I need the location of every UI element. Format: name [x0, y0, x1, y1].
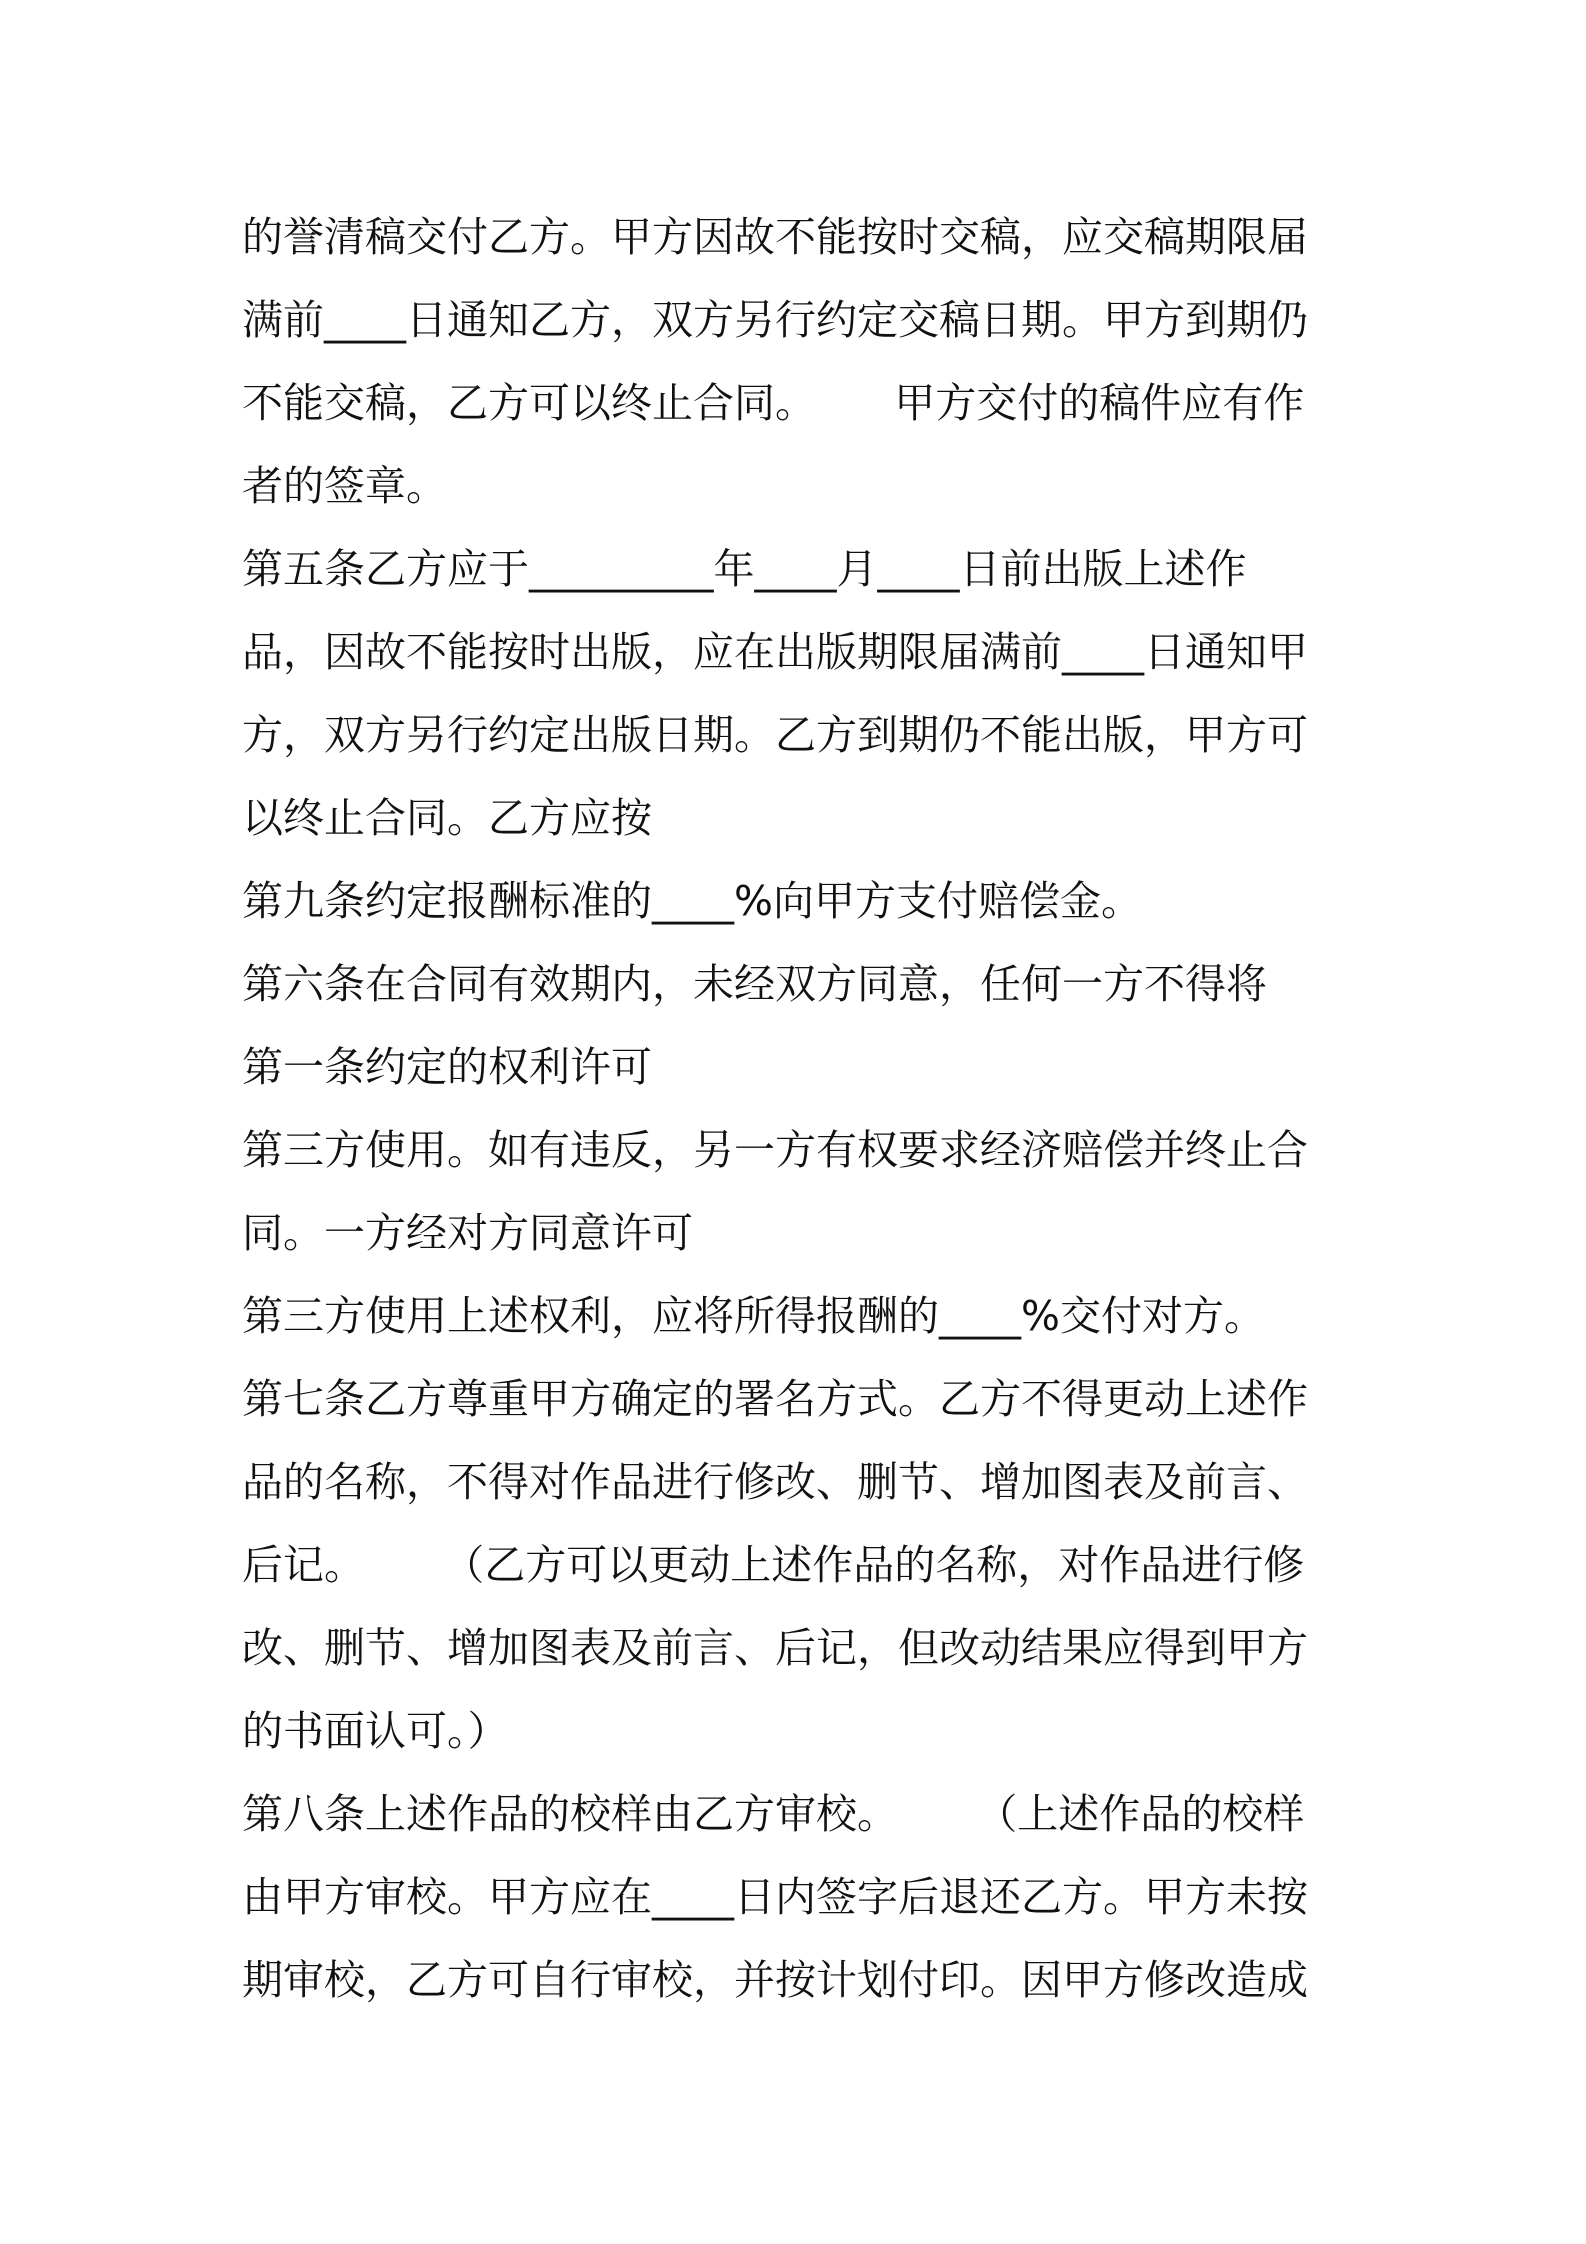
- text-line: 第七条乙方尊重甲方确定的署名方式。乙方不得更动上述作: [242, 1375, 1308, 1423]
- text-line: 第五条乙方应于_________年____月____日前出版上述作: [242, 545, 1247, 593]
- text-line: 满前____日通知乙方，双方另行约定交稿日期。甲方到期仍: [242, 296, 1308, 344]
- text-line: 品的名称，不得对作品进行修改、删节、增加图表及前言、: [242, 1458, 1308, 1506]
- text-line: 品，因故不能按时出版，应在出版期限届满前____日通知甲: [242, 628, 1308, 676]
- text-line: 期审校，乙方可自行审校，并按计划付印。因甲方修改造成: [242, 1956, 1308, 2004]
- text-line: 第六条在合同有效期内，未经双方同意，任何一方不得将: [242, 960, 1267, 1008]
- text-line: 第三方使用。如有违反，另一方有权要求经济赔偿并终止合: [242, 1126, 1308, 1174]
- text-line: 同。一方经对方同意许可: [242, 1209, 693, 1257]
- text-line: 不能交稿，乙方可以终止合同。 甲方交付的稿件应有作: [242, 379, 1305, 427]
- text-line: 第九条约定报酬标准的____%向甲方支付赔偿金。: [242, 877, 1142, 925]
- text-line: 以终止合同。乙方应按: [242, 794, 652, 842]
- text-line: 第一条约定的权利许可: [242, 1043, 652, 1091]
- text-line: 的书面认可。）: [242, 1707, 509, 1755]
- text-line: 第八条上述作品的校样由乙方审校。 （上述作品的校样: [242, 1790, 1305, 1838]
- text-line: 方，双方另行约定出版日期。乙方到期仍不能出版，甲方可: [242, 711, 1308, 759]
- text-line: 由甲方审校。甲方应在____日内签字后退还乙方。甲方未按: [242, 1873, 1308, 1921]
- text-line: 者的签章。: [242, 462, 447, 510]
- text-line: 第三方使用上述权利，应将所得报酬的____%交付对方。: [242, 1292, 1265, 1340]
- contract-text: [242, 196, 1362, 2022]
- text-line: 的誉清稿交付乙方。甲方因故不能按时交稿，应交稿期限届: [242, 213, 1308, 261]
- text-line: 改、删节、增加图表及前言、后记，但改动结果应得到甲方: [242, 1624, 1308, 1672]
- text-line: 后记。 （乙方可以更动上述作品的名称，对作品进行修: [242, 1541, 1305, 1589]
